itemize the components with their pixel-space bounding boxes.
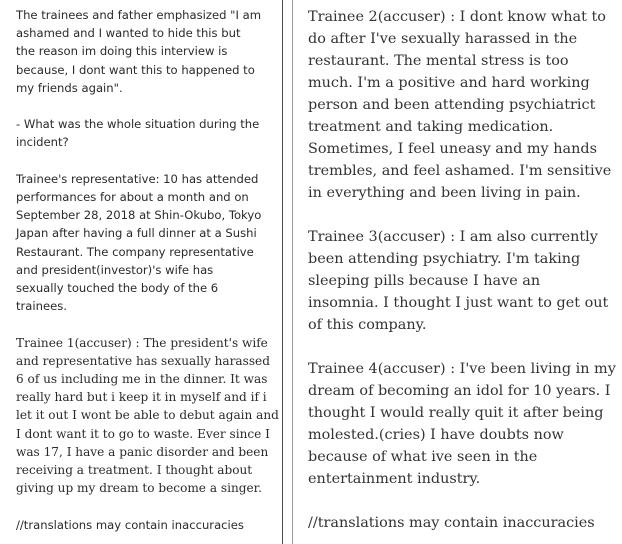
translation-note-right: //translations may contain inaccuracies (308, 515, 595, 531)
trainee-3-paragraph: Trainee 3(accuser) : I am also currently been attending psychiatry. I'm taking sleeping pills because I have an insomnia. I thought I just want to get out of this company. (308, 229, 609, 333)
right-text-panel (293, 0, 622, 544)
trainee-4-paragraph: Trainee 4(accuser) : I've been living in my dream of becoming an idol for 10 years. I thought I would really quit it after being molested.(cries) I have doubts now because of what ive seen in the entertainment industry. (308, 361, 616, 487)
trainee-2-paragraph: Trainee 2(accuser) : I dont know what to do after I've sexually harassed in the restaurant. The mental stress is too much. I'm a positive and hard working person and been attending psychiatrict treatment and taking medication. Sometimes, I feel uneasy and my hands trembles, and feel ashamed. I'm sensitive in everything and been living in pain. (308, 9, 612, 201)
left-text-panel (0, 0, 283, 544)
intro-paragraph: The trainees and father emphasized "I am ashamed and I wanted to hide this but the reason im doing this interview is because, I dont want this to happened to my friends again". (16, 8, 261, 95)
translation-note-left: //translations may contain inaccuracies (16, 517, 244, 532)
panel-divider (282, 0, 283, 544)
representative-paragraph: Trainee's representative: 10 has attended performances for about a month and on September 28, 2018 at Shin-Okubo, Tokyo Japan after having a full dinner at a Sushi Restaurant. The company representative and president(investor)'s wife has sexually touched the body of the 6 trainees. (16, 171, 262, 314)
trainee-1-paragraph: Trainee 1(accuser) : The president's wife and representative has sexually harassed 6 of us including me in the dinner. It was really hard but i keep it in myself and if i let it out I wont be able to debut again and I dont want it to go to waste. Ever since I was 17, I have a panic disorder and been receiving a treatment. I thought about giving up my dream to become a singer. (16, 335, 279, 496)
question-paragraph: - What was the whole situation during the incident? (16, 117, 260, 150)
